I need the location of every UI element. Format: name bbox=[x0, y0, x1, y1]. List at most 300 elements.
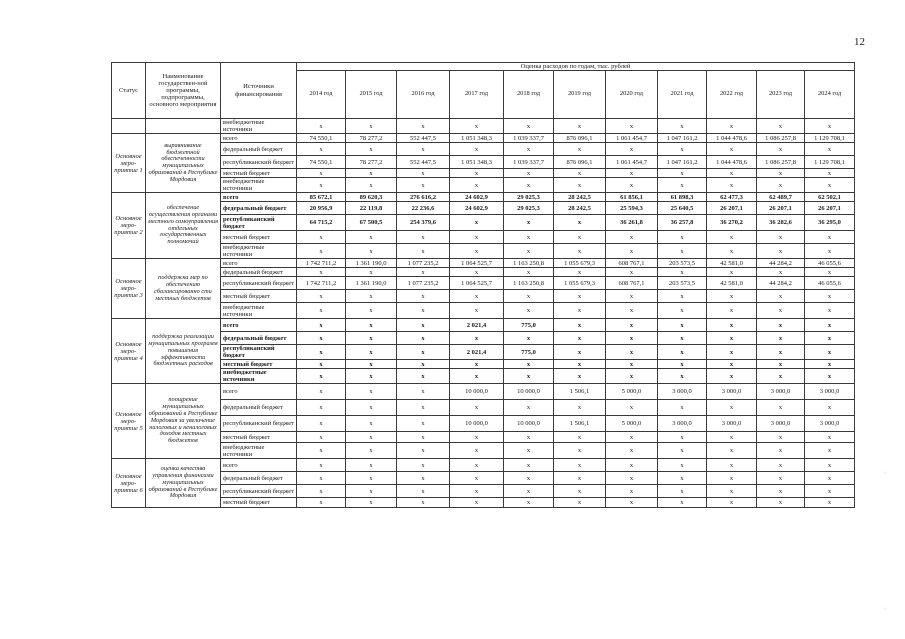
value-cell: х bbox=[504, 432, 554, 443]
source-cell: всего bbox=[221, 134, 297, 143]
header-year: 2014 год bbox=[297, 71, 346, 119]
value-cell: х bbox=[346, 369, 397, 384]
value-cell: 1 077 235,2 bbox=[397, 259, 450, 268]
value-cell: х bbox=[346, 303, 397, 319]
header-year: 2024 год bbox=[805, 71, 855, 119]
table-row bbox=[112, 498, 855, 508]
value-cell: 552 447,5 bbox=[397, 134, 450, 143]
value-cell: 3 000,0 bbox=[757, 416, 805, 432]
value-cell: х bbox=[658, 345, 707, 360]
value-cell: х bbox=[707, 169, 757, 178]
value-cell: х bbox=[658, 178, 707, 193]
value-cell: х bbox=[504, 369, 554, 384]
value-cell: х bbox=[450, 215, 504, 231]
value-cell: х bbox=[757, 231, 805, 244]
value-cell: 25 594,3 bbox=[606, 202, 658, 215]
value-cell: х bbox=[346, 459, 397, 472]
value-cell: 26 207,1 bbox=[805, 202, 855, 215]
value-cell: х bbox=[297, 432, 346, 443]
value-cell: 608 767,1 bbox=[606, 277, 658, 290]
value-cell: 1 506,1 bbox=[554, 416, 606, 432]
value-cell: х bbox=[504, 268, 554, 277]
value-cell: х bbox=[554, 244, 606, 259]
value-cell: 1 086 257,8 bbox=[757, 134, 805, 143]
page-number: 12 bbox=[854, 36, 865, 48]
value-cell: х bbox=[554, 432, 606, 443]
activity-name-cell: поддержка реализации муниципальных программ повышения эффективности бюджетных расходов bbox=[146, 319, 221, 384]
value-cell: х bbox=[757, 443, 805, 459]
value-cell: х bbox=[805, 345, 855, 360]
value-cell: х bbox=[707, 472, 757, 485]
value-cell: х bbox=[805, 268, 855, 277]
value-cell: х bbox=[397, 443, 450, 459]
value-cell: х bbox=[297, 319, 346, 332]
value-cell: х bbox=[554, 485, 606, 498]
value-cell: х bbox=[606, 332, 658, 345]
value-cell: х bbox=[450, 231, 504, 244]
value-cell: х bbox=[297, 119, 346, 134]
value-cell: х bbox=[346, 485, 397, 498]
value-cell: 78 277,2 bbox=[346, 156, 397, 169]
value-cell: 22 119,8 bbox=[346, 202, 397, 215]
value-cell: х bbox=[606, 143, 658, 156]
value-cell: х bbox=[554, 498, 606, 508]
value-cell: 78 277,2 bbox=[346, 134, 397, 143]
value-cell: х bbox=[554, 443, 606, 459]
value-cell: х bbox=[805, 169, 855, 178]
source-cell: федеральный бюджет bbox=[221, 202, 297, 215]
value-cell: 3 000,0 bbox=[707, 384, 757, 400]
table-row bbox=[112, 178, 855, 193]
value-cell: 1 742 711,2 bbox=[297, 259, 346, 268]
value-cell: х bbox=[297, 485, 346, 498]
value-cell: 3 000,0 bbox=[707, 416, 757, 432]
value-cell: х bbox=[450, 119, 504, 134]
value-cell: 28 242,5 bbox=[554, 202, 606, 215]
value-cell: х bbox=[805, 319, 855, 332]
value-cell: 85 672,1 bbox=[297, 193, 346, 202]
value-cell: х bbox=[805, 459, 855, 472]
header-year: 2020 год bbox=[606, 71, 658, 119]
table-row bbox=[112, 169, 855, 178]
value-cell: х bbox=[297, 244, 346, 259]
value-cell: х bbox=[606, 472, 658, 485]
source-cell: республиканский бюджет bbox=[221, 416, 297, 432]
value-cell: 1 039 337,7 bbox=[504, 134, 554, 143]
value-cell: 3 000,0 bbox=[658, 384, 707, 400]
value-cell: 24 602,9 bbox=[450, 202, 504, 215]
value-cell: х bbox=[757, 319, 805, 332]
value-cell: х bbox=[346, 319, 397, 332]
value-cell: х bbox=[606, 244, 658, 259]
value-cell: 10 000,0 bbox=[450, 416, 504, 432]
value-cell: х bbox=[297, 303, 346, 319]
value-cell: х bbox=[554, 472, 606, 485]
value-cell: 46 055,6 bbox=[805, 277, 855, 290]
value-cell: х bbox=[504, 400, 554, 416]
value-cell: х bbox=[757, 498, 805, 508]
value-cell: х bbox=[346, 231, 397, 244]
value-cell: 276 616,2 bbox=[397, 193, 450, 202]
value-cell: х bbox=[805, 332, 855, 345]
value-cell: х bbox=[346, 432, 397, 443]
value-cell: х bbox=[757, 345, 805, 360]
value-cell: 1 061 454,7 bbox=[606, 134, 658, 143]
source-cell: федеральный бюджет bbox=[221, 332, 297, 345]
value-cell: х bbox=[707, 498, 757, 508]
value-cell: х bbox=[606, 345, 658, 360]
value-cell: х bbox=[297, 498, 346, 508]
value-cell: х bbox=[757, 400, 805, 416]
value-cell: 1 039 337,7 bbox=[504, 156, 554, 169]
value-cell: х bbox=[757, 303, 805, 319]
value-cell: х bbox=[297, 472, 346, 485]
source-cell: республиканский бюджет bbox=[221, 277, 297, 290]
empty-cell bbox=[112, 119, 146, 134]
source-cell: внебюджетные источники bbox=[221, 369, 297, 384]
source-cell: местный бюджет bbox=[221, 360, 297, 369]
value-cell: х bbox=[658, 119, 707, 134]
value-cell: х bbox=[805, 303, 855, 319]
value-cell: 1 061 454,7 bbox=[606, 156, 658, 169]
value-cell: 22 236,6 bbox=[397, 202, 450, 215]
value-cell: х bbox=[297, 400, 346, 416]
value-cell: х bbox=[757, 485, 805, 498]
value-cell: 1 129 708,1 bbox=[805, 134, 855, 143]
value-cell: х bbox=[450, 459, 504, 472]
value-cell: 36 295,0 bbox=[805, 215, 855, 231]
table-row bbox=[112, 369, 855, 384]
value-cell: х bbox=[658, 369, 707, 384]
activity-name-cell: поддержка мер по обеспечению сбалансированно сти местных бюджетов bbox=[146, 259, 221, 319]
value-cell: 1 163 250,8 bbox=[504, 259, 554, 268]
value-cell: 36 282,6 bbox=[757, 215, 805, 231]
value-cell: 26 207,1 bbox=[757, 202, 805, 215]
value-cell: х bbox=[805, 432, 855, 443]
empty-cell bbox=[146, 119, 221, 134]
value-cell: х bbox=[707, 332, 757, 345]
value-cell: х bbox=[504, 290, 554, 303]
value-cell: х bbox=[606, 443, 658, 459]
value-cell: х bbox=[606, 303, 658, 319]
value-cell: х bbox=[658, 169, 707, 178]
table-row bbox=[112, 332, 855, 345]
value-cell: х bbox=[450, 485, 504, 498]
margin-dot: · bbox=[884, 470, 886, 476]
value-cell: х bbox=[397, 432, 450, 443]
value-cell: 74 550,1 bbox=[297, 134, 346, 143]
value-cell: х bbox=[707, 432, 757, 443]
source-cell: всего bbox=[221, 193, 297, 202]
value-cell: 46 055,6 bbox=[805, 259, 855, 268]
value-cell: х bbox=[707, 345, 757, 360]
value-cell: 3 000,0 bbox=[757, 384, 805, 400]
value-cell: 25 640,5 bbox=[658, 202, 707, 215]
value-cell: х bbox=[805, 485, 855, 498]
value-cell: х bbox=[757, 472, 805, 485]
value-cell: х bbox=[606, 400, 658, 416]
value-cell: х bbox=[707, 400, 757, 416]
source-cell: всего bbox=[221, 459, 297, 472]
value-cell: х bbox=[450, 268, 504, 277]
value-cell: 3 000,0 bbox=[805, 384, 855, 400]
value-cell: х bbox=[397, 345, 450, 360]
value-cell: 876 096,1 bbox=[554, 134, 606, 143]
value-cell: х bbox=[397, 231, 450, 244]
table-row bbox=[112, 259, 855, 268]
value-cell: 2 021,4 bbox=[450, 319, 504, 332]
value-cell: 36 261,8 bbox=[606, 215, 658, 231]
value-cell: 1 044 478,6 bbox=[707, 134, 757, 143]
value-cell: х bbox=[297, 360, 346, 369]
value-cell: х bbox=[346, 169, 397, 178]
value-cell: х bbox=[397, 119, 450, 134]
value-cell: х bbox=[346, 345, 397, 360]
value-cell: х bbox=[450, 432, 504, 443]
value-cell: х bbox=[346, 498, 397, 508]
source-cell: внебюджетные источники bbox=[221, 119, 297, 134]
value-cell: х bbox=[504, 143, 554, 156]
value-cell: х bbox=[658, 290, 707, 303]
value-cell: х bbox=[658, 400, 707, 416]
value-cell: 3 000,0 bbox=[658, 416, 707, 432]
table-row bbox=[112, 472, 855, 485]
value-cell: х bbox=[805, 119, 855, 134]
header-estimate: Оценка расходов по годам, тыс. рублей bbox=[297, 63, 855, 71]
header-source: Источники финансирования bbox=[221, 63, 297, 119]
value-cell: х bbox=[346, 416, 397, 432]
value-cell: 1 055 679,3 bbox=[554, 259, 606, 268]
value-cell: х bbox=[450, 369, 504, 384]
value-cell: 74 550,1 bbox=[297, 156, 346, 169]
value-cell: 2 021,4 bbox=[450, 345, 504, 360]
value-cell: х bbox=[757, 244, 805, 259]
value-cell: 1 051 348,3 bbox=[450, 156, 504, 169]
value-cell: х bbox=[346, 400, 397, 416]
value-cell: х bbox=[554, 119, 606, 134]
value-cell: х bbox=[504, 303, 554, 319]
table-row bbox=[112, 303, 855, 319]
value-cell: х bbox=[658, 332, 707, 345]
activity-name-cell: оценка качества управления финансами муниципальных образований в Республике Мордовия bbox=[146, 459, 221, 508]
value-cell: 1 129 708,1 bbox=[805, 156, 855, 169]
source-cell: всего bbox=[221, 319, 297, 332]
value-cell: х bbox=[504, 443, 554, 459]
source-cell: местный бюджет bbox=[221, 231, 297, 244]
table-row bbox=[112, 345, 855, 360]
value-cell: 61 898,3 bbox=[658, 193, 707, 202]
value-cell: х bbox=[707, 443, 757, 459]
value-cell: х bbox=[554, 231, 606, 244]
value-cell: х bbox=[297, 443, 346, 459]
source-cell: внебюджетные источники bbox=[221, 178, 297, 193]
source-cell: внебюджетные источники bbox=[221, 303, 297, 319]
value-cell: 10 000,0 bbox=[450, 384, 504, 400]
value-cell: 20 956,9 bbox=[297, 202, 346, 215]
value-cell: х bbox=[346, 178, 397, 193]
value-cell: х bbox=[450, 290, 504, 303]
value-cell: х bbox=[707, 231, 757, 244]
value-cell: х bbox=[658, 244, 707, 259]
value-cell: х bbox=[397, 332, 450, 345]
value-cell: х bbox=[707, 178, 757, 193]
value-cell: х bbox=[397, 400, 450, 416]
value-cell: х bbox=[397, 369, 450, 384]
value-cell: х bbox=[554, 215, 606, 231]
value-cell: х bbox=[658, 432, 707, 443]
value-cell: х bbox=[450, 303, 504, 319]
value-cell: 62 477,3 bbox=[707, 193, 757, 202]
value-cell: х bbox=[658, 443, 707, 459]
value-cell: 203 573,5 bbox=[658, 277, 707, 290]
value-cell: 775,0 bbox=[504, 319, 554, 332]
value-cell: х bbox=[397, 384, 450, 400]
value-cell: х bbox=[297, 369, 346, 384]
value-cell: х bbox=[606, 119, 658, 134]
table-row bbox=[112, 143, 855, 156]
value-cell: 1 055 679,3 bbox=[554, 277, 606, 290]
value-cell: х bbox=[606, 178, 658, 193]
value-cell: х bbox=[757, 178, 805, 193]
value-cell: 10 000,0 bbox=[504, 416, 554, 432]
value-cell: 42 581,0 bbox=[707, 277, 757, 290]
activity-name-cell: поощрение муниципальных образований в Республике Мордовия за увеличение налоговых и неналоговых доходов местных бюджетов bbox=[146, 384, 221, 459]
value-cell: х bbox=[450, 443, 504, 459]
header-year: 2016 год bbox=[397, 71, 450, 119]
value-cell: х bbox=[450, 400, 504, 416]
value-cell: 1 047 161,2 bbox=[658, 156, 707, 169]
value-cell: х bbox=[757, 459, 805, 472]
value-cell: х bbox=[805, 178, 855, 193]
value-cell: х bbox=[397, 244, 450, 259]
value-cell: х bbox=[504, 215, 554, 231]
value-cell: х bbox=[658, 485, 707, 498]
table-row bbox=[112, 459, 855, 472]
value-cell: 26 207,1 bbox=[707, 202, 757, 215]
value-cell: х bbox=[606, 498, 658, 508]
value-cell: х bbox=[297, 459, 346, 472]
table-row bbox=[112, 134, 855, 143]
value-cell: х bbox=[554, 369, 606, 384]
table-row bbox=[112, 268, 855, 277]
table-row bbox=[112, 156, 855, 169]
value-cell: х bbox=[554, 360, 606, 369]
value-cell: х bbox=[346, 143, 397, 156]
value-cell: х bbox=[658, 143, 707, 156]
value-cell: х bbox=[346, 360, 397, 369]
value-cell: х bbox=[707, 303, 757, 319]
status-cell: Основное меро-приятие 6 bbox=[112, 459, 146, 508]
header-year: 2023 год bbox=[757, 71, 805, 119]
value-cell: 42 581,0 bbox=[707, 259, 757, 268]
value-cell: х bbox=[805, 290, 855, 303]
value-cell: х bbox=[658, 319, 707, 332]
value-cell: х bbox=[297, 384, 346, 400]
source-cell: внебюджетные источники bbox=[221, 244, 297, 259]
value-cell: х bbox=[805, 231, 855, 244]
table-row bbox=[112, 277, 855, 290]
value-cell: х bbox=[554, 178, 606, 193]
table-row bbox=[112, 193, 855, 202]
value-cell: х bbox=[297, 290, 346, 303]
value-cell: х bbox=[757, 369, 805, 384]
value-cell: х bbox=[450, 360, 504, 369]
table-row bbox=[112, 443, 855, 459]
value-cell: х bbox=[346, 332, 397, 345]
value-cell: х bbox=[554, 290, 606, 303]
value-cell: х bbox=[805, 360, 855, 369]
value-cell: 36 270,2 bbox=[707, 215, 757, 231]
status-cell: Основное меро-приятие 1 bbox=[112, 134, 146, 193]
source-cell: всего bbox=[221, 259, 297, 268]
value-cell: х bbox=[707, 268, 757, 277]
table-row bbox=[112, 432, 855, 443]
table-row bbox=[112, 360, 855, 369]
value-cell: х bbox=[450, 143, 504, 156]
header-status: Статус bbox=[112, 63, 146, 119]
value-cell: х bbox=[297, 231, 346, 244]
value-cell: х bbox=[297, 268, 346, 277]
value-cell: 1 064 525,7 bbox=[450, 277, 504, 290]
value-cell: х bbox=[297, 169, 346, 178]
value-cell: х bbox=[707, 459, 757, 472]
value-cell: 1 077 235,2 bbox=[397, 277, 450, 290]
value-cell: х bbox=[606, 319, 658, 332]
value-cell: х bbox=[707, 369, 757, 384]
value-cell: х bbox=[805, 244, 855, 259]
value-cell: х bbox=[450, 332, 504, 345]
value-cell: х bbox=[554, 459, 606, 472]
activity-name-cell: обеспечение осуществления органами местного самоуправления отдельных государственных полномочий bbox=[146, 193, 221, 259]
table-row bbox=[112, 400, 855, 416]
value-cell: х bbox=[606, 459, 658, 472]
source-cell: республиканский бюджет bbox=[221, 156, 297, 169]
source-cell: местный бюджет bbox=[221, 169, 297, 178]
value-cell: х bbox=[397, 319, 450, 332]
value-cell: 552 447,5 bbox=[397, 156, 450, 169]
value-cell: х bbox=[397, 303, 450, 319]
value-cell: х bbox=[757, 119, 805, 134]
source-cell: федеральный бюджет bbox=[221, 400, 297, 416]
value-cell: х bbox=[450, 178, 504, 193]
value-cell: 1 047 161,2 bbox=[658, 134, 707, 143]
value-cell: х bbox=[504, 244, 554, 259]
value-cell: х bbox=[707, 485, 757, 498]
value-cell: х bbox=[658, 498, 707, 508]
value-cell: х bbox=[606, 169, 658, 178]
value-cell: х bbox=[504, 498, 554, 508]
value-cell: 1 361 190,0 bbox=[346, 259, 397, 268]
value-cell: х bbox=[450, 244, 504, 259]
value-cell: 203 573,5 bbox=[658, 259, 707, 268]
source-cell: федеральный бюджет bbox=[221, 472, 297, 485]
value-cell: х bbox=[805, 498, 855, 508]
source-cell: местный бюджет bbox=[221, 498, 297, 508]
value-cell: 1 064 525,7 bbox=[450, 259, 504, 268]
value-cell: х bbox=[397, 472, 450, 485]
source-cell: всего bbox=[221, 384, 297, 400]
status-cell: Основное меро-приятие 4 bbox=[112, 319, 146, 384]
value-cell: 36 257,8 bbox=[658, 215, 707, 231]
value-cell: х bbox=[805, 472, 855, 485]
value-cell: х bbox=[707, 360, 757, 369]
table-row bbox=[112, 119, 855, 134]
value-cell: х bbox=[397, 459, 450, 472]
value-cell: х bbox=[554, 303, 606, 319]
value-cell: х bbox=[397, 268, 450, 277]
table-row bbox=[112, 290, 855, 303]
value-cell: х bbox=[658, 472, 707, 485]
